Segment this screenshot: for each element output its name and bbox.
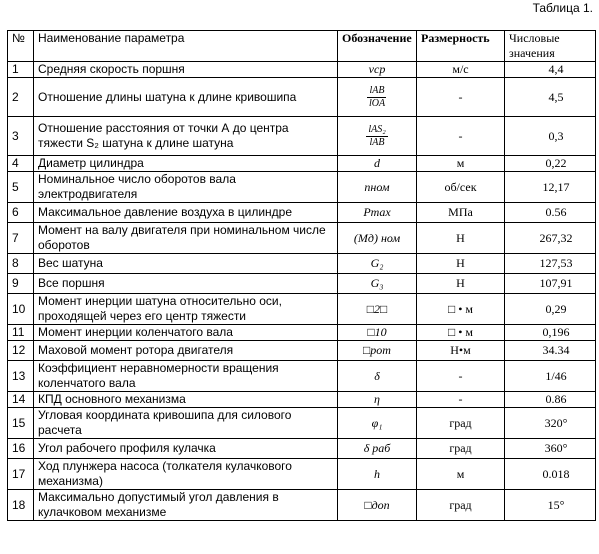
row-value [505, 361, 596, 392]
row-value-text: 0.018 [542, 466, 570, 481]
row-value [505, 459, 596, 490]
table-row [8, 490, 596, 521]
table-header-row [8, 31, 596, 62]
row-parameter-name: Средняя скорость поршня [34, 62, 338, 78]
row-value [505, 117, 596, 156]
table-row [8, 274, 596, 294]
row-number: 6 [8, 203, 34, 223]
fraction-numerator: lAS₂ [368, 123, 386, 135]
row-symbol: □доп [338, 490, 417, 521]
row-parameter-name: Номинальное число оборотов вала электродвигателя [34, 172, 338, 203]
row-symbol: G₃ [338, 274, 417, 294]
row-value-text: 4,4 [548, 62, 564, 76]
row-dimension: МПа [417, 203, 505, 223]
row-dimension: □ • м [417, 294, 505, 325]
row-symbol: δ [338, 361, 417, 392]
row-parameter-name: Момент инерции коленчатого вала [34, 325, 338, 341]
row-dimension: H [417, 254, 505, 274]
table-row [8, 341, 596, 361]
table-row [8, 156, 596, 172]
row-parameter-name: Момент инерции шатуна относительно оси, проходящей через его центр тяжести [34, 294, 338, 325]
table-row [8, 392, 596, 408]
row-number: 14 [8, 392, 34, 408]
table-row [8, 254, 596, 274]
row-value-text: 0,22 [545, 156, 567, 170]
row-symbol: φ₁ [338, 408, 417, 439]
table-row [8, 78, 596, 117]
table-row [8, 172, 596, 203]
row-value [505, 223, 596, 254]
row-dimension: град [417, 408, 505, 439]
row-value [505, 325, 596, 341]
row-value-text: 267,32 [539, 230, 573, 245]
row-value [505, 203, 596, 223]
row-value-text: 34.34 [542, 343, 570, 357]
row-number: 7 [8, 223, 34, 254]
row-value [505, 490, 596, 521]
header-value: Числовые значения [505, 31, 596, 62]
row-value-text: 320° [544, 415, 568, 430]
row-dimension: □ • м [417, 325, 505, 341]
row-value [505, 294, 596, 325]
fraction-symbol [366, 125, 387, 148]
header-symbol: Обозначение [338, 31, 417, 62]
row-number: 12 [8, 341, 34, 361]
table-row [8, 439, 596, 459]
row-number: 2 [8, 78, 34, 117]
row-number: 1 [8, 62, 34, 78]
table-row [8, 203, 596, 223]
row-parameter-name: Момент на валу двигателя при номинальном числе оборотов [34, 223, 338, 254]
row-symbol: nном [338, 172, 417, 203]
row-symbol [338, 78, 417, 117]
row-number: 11 [8, 325, 34, 341]
row-value [505, 341, 596, 361]
row-dimension: - [417, 117, 505, 156]
row-parameter-name: КПД основного механизма [34, 392, 338, 408]
row-symbol: (Мд) ном [338, 223, 417, 254]
row-value-text: 4,5 [548, 89, 564, 104]
row-dimension: - [417, 392, 505, 408]
row-number: 17 [8, 459, 34, 490]
row-symbol: □рот [338, 341, 417, 361]
table-row [8, 325, 596, 341]
table-row [8, 223, 596, 254]
row-dimension: град [417, 439, 505, 459]
fraction-denominator: lAB [369, 136, 385, 148]
row-dimension: об/сек [417, 172, 505, 203]
row-number: 10 [8, 294, 34, 325]
row-parameter-name: Угол рабочего профиля кулачка [34, 439, 338, 459]
row-parameter-name: Коэффициент неравномерности вращения коленчатого вала [34, 361, 338, 392]
row-value [505, 156, 596, 172]
row-value-text: 107,91 [539, 276, 573, 290]
table-row [8, 361, 596, 392]
header-name: Наименование параметра [34, 31, 338, 62]
row-dimension: - [417, 361, 505, 392]
table-row [8, 459, 596, 490]
row-parameter-name: Вес шатуна [34, 254, 338, 274]
row-value [505, 439, 596, 459]
fraction-symbol [367, 86, 387, 109]
row-symbol: vср [338, 62, 417, 78]
row-number: 3 [8, 117, 34, 156]
row-dimension: м [417, 156, 505, 172]
row-parameter-name: Диаметр цилиндра [34, 156, 338, 172]
row-parameter-name: Маховой момент ротора двигателя [34, 341, 338, 361]
row-parameter-name: Угловая координата кривошипа для силового расчета [34, 408, 338, 439]
row-value-text: 0.56 [545, 205, 567, 219]
row-symbol: G₂ [338, 254, 417, 274]
row-value [505, 274, 596, 294]
row-parameter-name: Ход плунжера насоса (толкателя кулачкового механизма) [34, 459, 338, 490]
row-value [505, 172, 596, 203]
row-parameter-name: Максимально допустимый угол давления в кулачковом механизме [34, 490, 338, 521]
row-value [505, 62, 596, 78]
row-number: 16 [8, 439, 34, 459]
row-dimension: - [417, 78, 505, 117]
row-number: 18 [8, 490, 34, 521]
row-dimension: H [417, 274, 505, 294]
fraction-numerator: lAB [369, 84, 385, 96]
row-parameter-name: Отношение расстояния от точки А до центра тяжести S₂ шатуна к длине шатуна [34, 117, 338, 156]
parameters-table [7, 30, 596, 521]
row-number: 9 [8, 274, 34, 294]
header-dimension: Размерность [417, 31, 505, 62]
row-value [505, 78, 596, 117]
row-value-text: 127,53 [539, 256, 573, 270]
row-symbol [338, 117, 417, 156]
row-dimension: м [417, 459, 505, 490]
fraction-denominator: lOA [368, 97, 386, 109]
row-symbol: η [338, 392, 417, 408]
row-number: 5 [8, 172, 34, 203]
row-dimension: H [417, 223, 505, 254]
row-value-text: 15° [547, 497, 565, 512]
row-value-text: 360° [544, 441, 568, 455]
row-number: 4 [8, 156, 34, 172]
row-symbol: Pmax [338, 203, 417, 223]
row-value-text: 0,29 [545, 301, 567, 316]
row-value [505, 408, 596, 439]
table-row [8, 117, 596, 156]
row-value-text: 12,17 [542, 179, 570, 194]
row-symbol: h [338, 459, 417, 490]
row-value-text: 0.86 [545, 392, 567, 406]
header-num: № [8, 31, 34, 62]
row-number: 13 [8, 361, 34, 392]
table-row [8, 62, 596, 78]
row-value [505, 254, 596, 274]
row-symbol: δ раб [338, 439, 417, 459]
row-number: 8 [8, 254, 34, 274]
row-dimension: м/с [417, 62, 505, 78]
row-symbol: □2□ [338, 294, 417, 325]
row-value-text: 0,3 [548, 128, 564, 143]
row-parameter-name: Отношение длины шатуна к длине кривошипа [34, 78, 338, 117]
row-value [505, 392, 596, 408]
row-value-text: 0,196 [542, 325, 570, 339]
row-symbol: d [338, 156, 417, 172]
table-caption: Таблица 1. [532, 1, 593, 15]
row-value-text: 1/46 [545, 368, 567, 383]
row-number: 15 [8, 408, 34, 439]
row-symbol: □10 [338, 325, 417, 341]
row-dimension: H•м [417, 341, 505, 361]
row-dimension: град [417, 490, 505, 521]
table-row [8, 408, 596, 439]
row-parameter-name: Все поршня [34, 274, 338, 294]
table-row [8, 294, 596, 325]
row-parameter-name: Максимальное давление воздуха в цилиндре [34, 203, 338, 223]
